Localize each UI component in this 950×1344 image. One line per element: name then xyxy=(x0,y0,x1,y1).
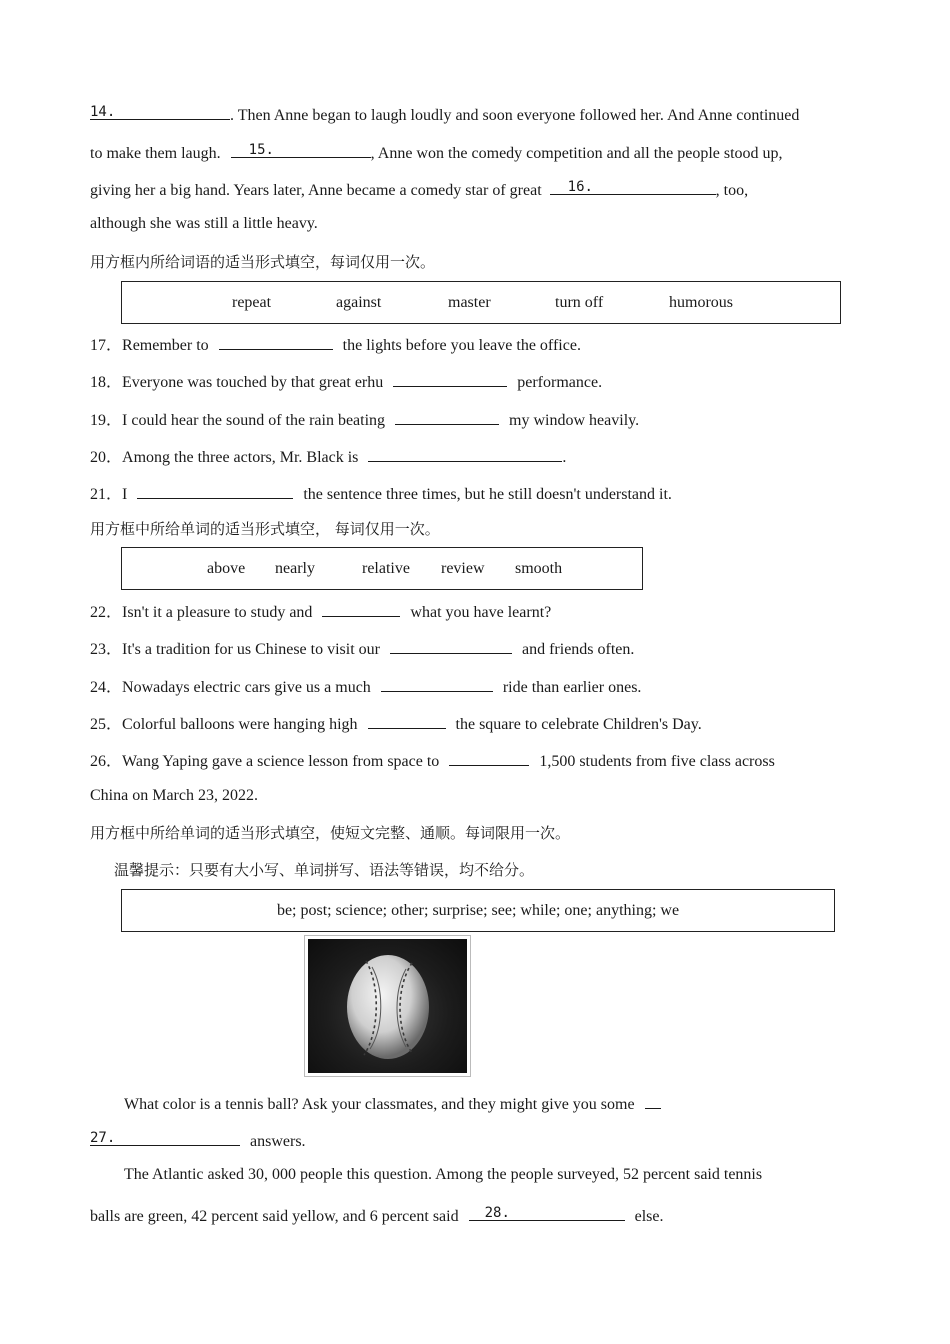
question-text: Everyone was touched by that great erhu xyxy=(122,374,384,391)
question-23 xyxy=(90,635,634,661)
word-option: repeat xyxy=(232,293,272,311)
word-box xyxy=(121,547,643,590)
word-option: relative xyxy=(362,559,410,577)
passage-line-1 xyxy=(90,101,799,127)
question-text: what you have learnt? xyxy=(410,604,552,621)
question-text: the square to celebrate Children's Day. xyxy=(455,716,702,733)
passage-text: . Then Anne began to laugh loudly and soon everyone followed her. And Anne continued xyxy=(230,107,800,124)
answer-blank-14[interactable] xyxy=(90,101,230,120)
passage-text: else. xyxy=(634,1208,664,1225)
answer-blank-26[interactable] xyxy=(449,747,529,766)
passage-line-4: although she was still a little heavy. xyxy=(90,215,318,232)
word-option: review xyxy=(441,559,485,577)
passage-text: , too, xyxy=(715,182,749,199)
ball-illustration xyxy=(308,939,467,1073)
question-text: Colorful balloons were hanging high xyxy=(122,716,358,733)
question-text: Remember to xyxy=(122,337,209,354)
passage-text: answers. xyxy=(250,1133,306,1150)
question-text: ride than earlier ones. xyxy=(502,679,642,696)
question-number: 24． xyxy=(90,679,123,696)
answer-blank-28[interactable] xyxy=(469,1202,625,1221)
section-instruction: 用方框中所给单词的适当形式填空，使短文完整、通顺。每词限用一次。 xyxy=(90,824,571,842)
answer-blank-22[interactable] xyxy=(322,598,400,617)
question-text: my window heavily. xyxy=(509,412,640,429)
question-text: and friends often. xyxy=(521,641,635,658)
question-text: Among the three actors, Mr. Black is xyxy=(122,449,359,466)
question-22 xyxy=(90,598,551,624)
question-text: . xyxy=(562,449,567,466)
answer-blank-23[interactable] xyxy=(390,635,512,654)
passage-line-6 xyxy=(90,1127,306,1153)
question-number: 20． xyxy=(90,449,123,466)
answer-blank-21[interactable] xyxy=(137,480,293,499)
passage-line-7: The Atlantic asked 30, 000 people this question. Among the people surveyed, 52 percent said tennis xyxy=(124,1166,763,1183)
question-text: the lights before you leave the office. xyxy=(342,337,581,354)
question-number: 18． xyxy=(90,374,123,391)
answer-blank-24[interactable] xyxy=(381,673,493,692)
passage-text: , Anne won the comedy competition and all the people stood up, xyxy=(370,145,783,162)
blank-number: 14. xyxy=(90,104,116,120)
answer-blank-25[interactable] xyxy=(368,710,446,729)
question-text: I could hear the sound of the rain beating xyxy=(122,412,386,429)
blank-number: 27. xyxy=(90,1130,116,1146)
answer-blank-17[interactable] xyxy=(219,331,333,350)
word-box xyxy=(121,281,841,324)
word-option: master xyxy=(448,293,491,311)
question-number: 22． xyxy=(90,604,123,621)
question-text: the sentence three times, but he still doesn't understand it. xyxy=(303,486,672,503)
passage-line-8 xyxy=(90,1202,663,1228)
question-text: It's a tradition for us Chinese to visit our xyxy=(122,641,380,658)
question-18 xyxy=(90,368,602,394)
question-24 xyxy=(90,673,641,699)
passage-line-2 xyxy=(90,139,783,165)
question-number: 26． xyxy=(90,753,123,770)
word-option: nearly xyxy=(275,559,315,577)
tip-text: 温馨提示：只要有大小写、单词拼写、语法等错误，均不给分。 xyxy=(114,861,535,879)
answer-blank-15[interactable] xyxy=(231,139,371,158)
passage-text: balls are green, 42 percent said yellow, and 6 percent said xyxy=(90,1208,459,1225)
passage-text: to make them laugh. xyxy=(90,145,221,162)
section-instruction: 用方框内所给词语的适当形式填空，每词仅用一次。 xyxy=(90,253,436,271)
blank-number: 16. xyxy=(567,179,593,195)
question-number: 19． xyxy=(90,412,123,429)
question-text: Nowadays electric cars give us a much xyxy=(122,679,371,696)
word-option: smooth xyxy=(515,559,563,577)
question-20 xyxy=(90,443,566,469)
answer-blank-20[interactable] xyxy=(368,443,562,462)
passage-text: What color is a tennis ball? Ask your classmates, and they might give you some xyxy=(124,1096,635,1113)
word-option: against xyxy=(336,293,382,311)
question-26-cont: China on March 23, 2022. xyxy=(90,787,258,804)
word-option: turn off xyxy=(555,293,604,311)
question-25 xyxy=(90,710,702,736)
section-instruction: 用方框中所给单词的适当形式填空， 每词仅用一次。 xyxy=(90,520,440,538)
question-19 xyxy=(90,406,639,432)
blank-number: 28. xyxy=(484,1205,510,1221)
question-17 xyxy=(90,331,581,357)
passage-line-5 xyxy=(124,1090,661,1116)
question-number: 21． xyxy=(90,486,123,503)
question-number: 17． xyxy=(90,337,123,354)
word-option: above xyxy=(207,559,246,577)
question-number: 23． xyxy=(90,641,123,658)
answer-blank-27-start xyxy=(645,1090,661,1109)
word-box xyxy=(121,889,835,932)
question-26 xyxy=(90,747,775,773)
tennis-ball-photo xyxy=(304,935,471,1077)
passage-text: giving her a big hand. Years later, Anne became a comedy star of great xyxy=(90,182,542,199)
passage-line-3 xyxy=(90,176,748,202)
answer-blank-19[interactable] xyxy=(395,406,499,425)
answer-blank-16[interactable] xyxy=(550,176,716,195)
question-number: 25． xyxy=(90,716,123,733)
question-text: Isn't it a pleasure to study and xyxy=(122,604,313,621)
question-text: I xyxy=(122,486,128,503)
question-text: 1,500 students from five class across xyxy=(539,753,775,770)
question-21 xyxy=(90,480,672,506)
word-option: humorous xyxy=(669,293,733,311)
answer-blank-27[interactable] xyxy=(90,1127,240,1146)
question-text: Wang Yaping gave a science lesson from space to xyxy=(122,753,440,770)
word-list: be; post; science; other; surprise; see; while; one; anything; we xyxy=(276,901,680,919)
blank-number: 15. xyxy=(248,142,274,158)
question-text: performance. xyxy=(517,374,603,391)
answer-blank-18[interactable] xyxy=(393,368,507,387)
